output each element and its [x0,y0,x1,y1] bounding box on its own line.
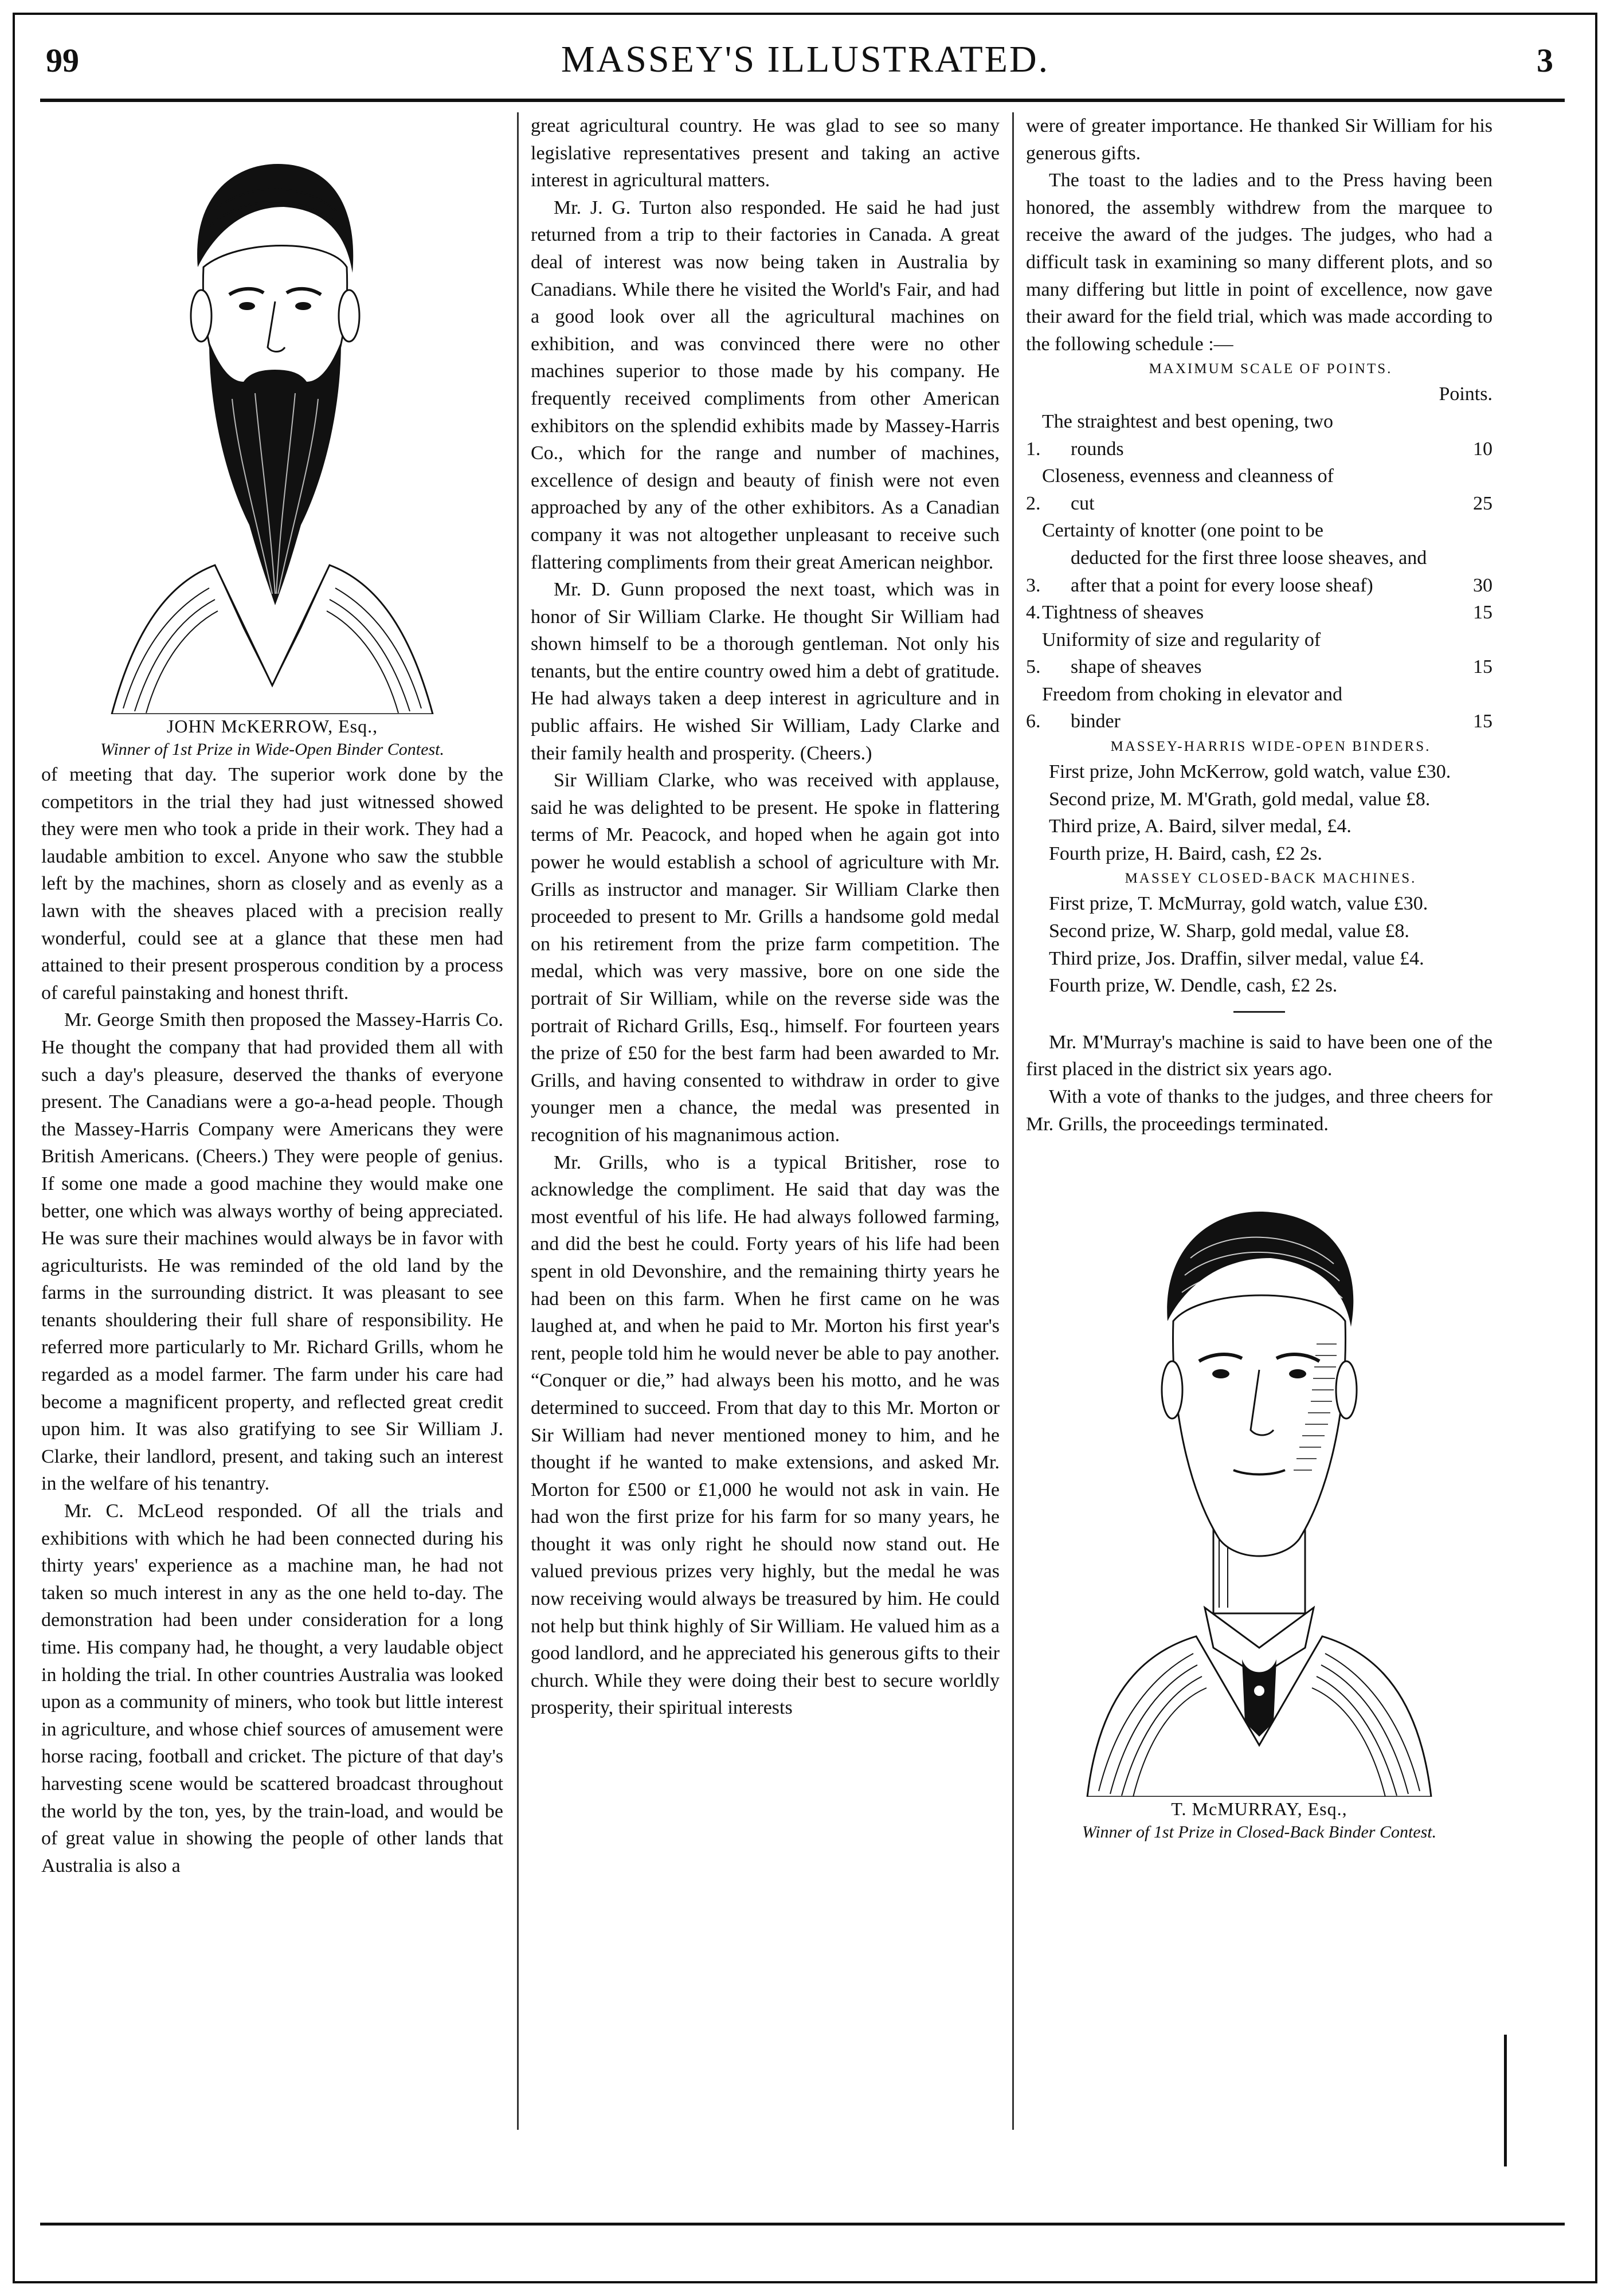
bottom-rule [40,2223,1565,2226]
article-paragraph: Mr. M'Murray's machine is said to have been one of the first placed in the district six years ago. [1026,1031,1493,1080]
scale-item-number: 2. [1026,492,1041,514]
scale-item-number: 6. [1026,711,1041,732]
scale-item-criterion-continued: deducted for the first three loose sheaves, and after that a point for every loose sheaf) [1071,547,1427,596]
publication-title: MASSEY'S ILLUSTRATED. [561,38,1050,80]
article-paragraph: Mr. George Smith then proposed the Massey-Harris Co. He thought the company that had provided them all with such a day's pleasure, deserved the thanks of everyone present. The Canadians were a go-a-head people. Though the Massey-Harris Company were Americans they were British Americans. (Cheers.) They were people of genius. If some one made a good machine they would make one better, one which was always worthy of being appreciated. He was sure their machines would always be in favor with agriculturists. He was reminded of the old land by the farms in the surrounding district. It was pleasant to see tenants shouldering their full share of responsibility. He referred more particularly to Mr. Richard Grills, whom he regarded as a model farmer. The farm under his care had become a magnificent property, and reflected great credit upon him. It was also gratifying to see Sir William J. Clarke, their landlord, present, and taking such an interest in the welfare of his tenantry. [41,1009,503,1495]
scale-item-criterion: Closeness, evenness and cleanness of [1042,465,1334,487]
margin-mark [1504,2035,1507,2166]
portrait-mcmurray [1076,1172,1443,1797]
scale-item-text [1042,517,1452,599]
scale-item-criterion: Uniformity of size and regularity of [1042,629,1321,651]
scale-item-points: 30 [1473,574,1493,596]
prize-entry: Fourth prize, W. Dendle, cash, £2 2s. [1049,975,1338,997]
scale-item-points: 15 [1473,656,1493,678]
page-number-left: 99 [46,42,79,79]
header-rule [40,99,1565,102]
scale-items [1026,408,1493,735]
points-scale-table [1026,381,1493,735]
scale-item-points: 25 [1473,492,1493,514]
article-paragraph: Mr. Grills, who is a typical Britisher, rose to acknowledge the compliment. He said that day was the most eventful of his life. He had always followed farming, and did the best he could. Forty years of his life had been spent in old Devonshire, and the remaining thirty years he had been on this farm. When he first came on he was laughed at, and when he paid to Mr. Morton his first year's rent, people told him he would never be able to pay another. “Conquer or die,” had always been his motto, and he was determined to succeed. From that day to this Mr. Morton or Sir William had never mentioned money to him, and he thought if he wanted to make extensions, and asked Mr. Morton for £500 or £1,000 he would not ask in vain. He had won the first prize for his farm for so many years, he thought it was only right he should now stand out. He valued previous prizes very highly, but the medal he was now receiving would always be treasured by him. He could not help but think highly of Sir William. He valued him as a good landlord, and he appreciated his generous gifts to their church. While they were doing their best to secure worldly prosperity, their spiritual interests [531,1151,1000,1719]
article-paragraph: of meeting that day. The superior work done by the competitors in the trial they had just witnessed showed they were men who took a pride in their work. They had a laudable ambition to excel. Anyone who saw the stubble left by the machines, shorn as closely and as evenly as a lawn with the sheaves placed with a precision really wonderful, could see at a glance that these men had attained to their present prosperous condition by a process of careful painstaking and honest thrift. [41,764,503,1004]
article-paragraph: great agricultural country. He was glad to see so many legislative representatives present and taking an active interest in agricultural matters. [531,115,1000,191]
caption-subtitle: Winner of 1st Prize in Closed-Back Binder Contest. [1082,1823,1437,1842]
prize-entry: First prize, John McKerrow, gold watch, value £30. [1049,761,1451,783]
scale-item [1026,599,1493,626]
page-header [34,36,1576,93]
column-rule [1012,112,1014,2130]
scale-item-criterion: Certainty of knotter (one point to be [1042,520,1323,542]
article-paragraph: Mr. J. G. Turton also responded. He said he had just returned from a trip to their factories in Canada. A great deal of interest was now being taken in Australia by Canadians. While there he visited the World's Fair, and had a good look over all the agricultural machines on exhibition, and was convinced there were no other machines superior to those made by his company. He frequently received compliments from other American exhibitors on the splendid exhibits made by Massey-Harris Co., which for the range and number of machines, excellence of design and beauty of finish were not even approached by any of the other exhibitors. As a Canadian company it was not altogether unpleasant to receive such flattering compliments from their great American neighbor. [531,197,1000,573]
scale-item-criterion: Freedom from choking in elevator and [1042,683,1343,705]
article-paragraph: Mr. C. McLeod responded. Of all the trials and exhibitions with which he had been connected during his thirty years' experience as a machine man, he had not taken so much interest in any as the one held to-day. The demonstration had been under consideration for a long time. His company had, he thought, a very laudable object in holding the trial. In other countries Australia was looked upon as a community of miners, who took but little interest in agriculture, and whose chief sources of amusement were horse racing, football and cricket. The picture of that day's harvesting scene would be scattered broadcast throughout the world by the ton, yes, by the train-load, and would be of great value in showing the people of other lands that Australia is also a [41,1500,503,1876]
wide-open-prize-list [1026,758,1493,867]
points-column-header: Points. [1439,383,1493,405]
article-paragraph: Mr. D. Gunn proposed the next toast, which was in honor of Sir William Clarke. He thought Sir William had shown himself to be a thorough gentleman. Not only his tenants, but the entire country owed him a debt of gratitude. He had always taken a deep interest in agriculture and in public affairs. He wished Sir William, Lady Clarke and their family health and prosperity. (Cheers.) [531,579,1000,764]
article-paragraph: The toast to the ladies and to the Press having been honored, the assembly withdrew from the marquee to receive the award of the judges. The judges, who had a difficult task in examining so many different plots, and so many differing but little in point of excellence, now gave their award for the field trial, which was made according to the following schedule :— [1026,170,1493,355]
scale-item-number: 1. [1026,438,1041,460]
scale-item-number: 5. [1026,656,1041,678]
scale-item-points: 15 [1473,602,1493,624]
scale-item [1026,463,1493,517]
scale-item-criterion-continued: cut [1071,492,1095,514]
scale-item-number: 3. [1026,574,1041,596]
closed-back-heading: MASSEY CLOSED-BACK MACHINES. [1125,871,1417,887]
scale-item-text [1042,408,1452,463]
caption-name: T. McMURRAY, Esq., [1171,1799,1347,1820]
prize-entry: Third prize, A. Baird, silver medal, £4. [1049,816,1352,837]
scale-item-text [1042,599,1452,626]
scale-item-criterion: The straightest and best opening, two [1042,410,1334,432]
column-3 [1026,112,1493,1844]
scale-item-criterion: Tightness of sheaves [1042,602,1204,624]
scale-item-text [1042,626,1452,681]
column-1 [41,112,503,1879]
prize-entry: Third prize, Jos. Draffin, silver medal, value £4. [1049,947,1424,969]
scale-item [1026,681,1493,735]
portrait-mckerrow [100,112,444,714]
prize-entry: Fourth prize, H. Baird, cash, £2 2s. [1049,843,1322,864]
scale-item-criterion-continued: rounds [1071,438,1124,460]
column-2 [531,112,1000,1722]
scale-item-text [1042,681,1452,735]
scale-item-criterion-continued: binder [1071,711,1121,732]
prize-entry: Second prize, W. Sharp, gold medal, value £8. [1049,920,1409,942]
caption-name: JOHN McKERROW, Esq., [166,716,378,736]
column-rule [517,112,519,2130]
scale-item-number: 4. [1026,602,1041,624]
scale-item [1026,626,1493,681]
scale-item-text [1042,463,1452,517]
caption-subtitle: Winner of 1st Prize in Wide-Open Binder Contest. [100,740,444,759]
prize-entry: Second prize, M. M'Grath, gold medal, value £8. [1049,788,1431,810]
prize-entry: First prize, T. McMurray, gold watch, value £30. [1049,893,1428,915]
scale-item-criterion-continued: shape of sheaves [1071,656,1202,678]
portrait-caption [1026,1797,1493,1844]
section-divider [1233,1011,1285,1013]
scale-heading: MAXIMUM SCALE OF POINTS. [1149,361,1393,377]
article-paragraph: Sir William Clarke, who was received with applause, said he was delighted to be present. He spoke in flattering terms of Mr. Peacock, and hoped when he again got into power he would establish a school of agriculture with Mr. Grills as instructor and manager. Sir William Clarke then proceeded to present to Mr. Grills a handsome gold medal on his retirement from the prize farm competition. The medal, which was very massive, bore on one side the portrait of Sir William, while on the reverse side was the portrait of Richard Grills, Esq., himself. For fourteen years the prize of £50 for the best farm had been awarded to Mr. Grills, and having consented to withdraw in order to give younger men a chance, the medal was presented in recognition of his magnanimous action. [531,770,1000,1146]
portrait-caption [41,714,503,761]
scale-item-points: 15 [1473,711,1493,732]
scale-item [1026,517,1493,599]
closed-back-prize-list [1026,890,1493,999]
article-paragraph: were of greater importance. He thanked Sir William for his generous gifts. [1026,115,1493,164]
scale-item [1026,408,1493,463]
scale-item-points: 10 [1473,438,1493,460]
article-paragraph: With a vote of thanks to the judges, and three cheers for Mr. Grills, the proceedings terminated. [1026,1086,1493,1135]
page-number-right: 3 [1537,42,1553,79]
wide-open-heading: MASSEY-HARRIS WIDE-OPEN BINDERS. [1110,739,1431,755]
